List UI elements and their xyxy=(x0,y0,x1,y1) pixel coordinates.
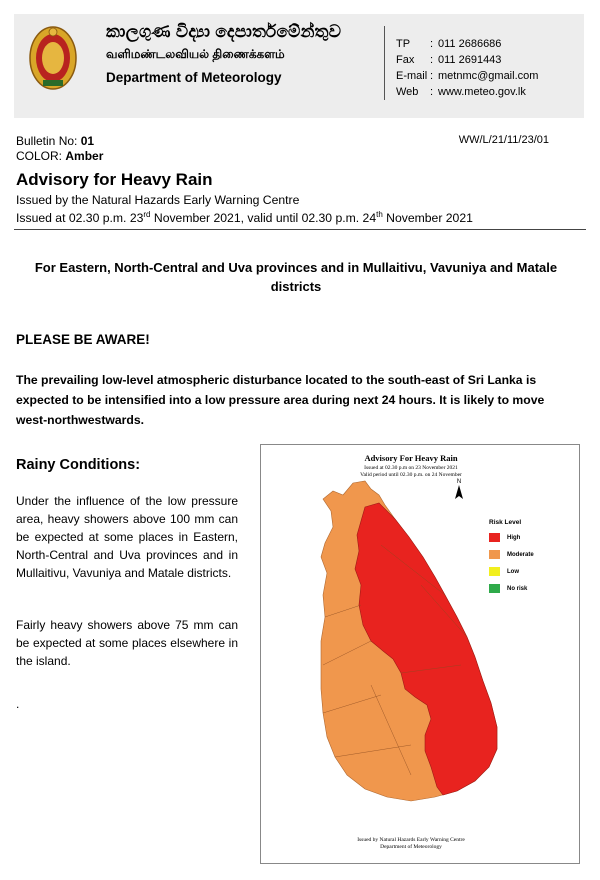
contact-email-link[interactable]: metnmc@gmail.com xyxy=(438,70,539,82)
map-issued: Issued at 02.30 p.m on 23 November 2021 xyxy=(364,465,458,471)
contact-row-tp: TP : 011 2686686 xyxy=(396,38,502,50)
org-name-english: Department of Meteorology xyxy=(106,70,282,85)
sri-lanka-map xyxy=(261,445,581,865)
issued-by: Issued by the Natural Hazards Early Warning Centre xyxy=(16,193,300,207)
contact-row-email: E-mail : metnmc@gmail.com xyxy=(396,70,539,82)
contact-row-web: Web : www.meteo.gov.lk xyxy=(396,86,526,98)
section-divider xyxy=(14,229,586,230)
contact-block xyxy=(396,36,538,100)
advisory-title: Advisory for Heavy Rain xyxy=(16,170,213,189)
legend-item-no-risk: No risk xyxy=(489,584,534,593)
org-name-tamil: வளிமண்டலவியல் திணைக்களம் xyxy=(106,47,285,61)
bulletin-meta: Bulletin No: 01 COLOR: Amber xyxy=(16,134,104,163)
organization-name xyxy=(106,22,341,85)
please-be-aware-heading: PLEASE BE AWARE! xyxy=(16,332,150,347)
stray-dot: . xyxy=(16,697,20,711)
rainy-paragraph-2: Fairly heavy showers above 75 mm can be expected at some places elsewhere in the island. xyxy=(16,618,238,668)
rainy-conditions-heading: Rainy Conditions: xyxy=(16,457,141,473)
map-footer-department: Department of Meteorology xyxy=(380,844,442,850)
legend-item-high: High xyxy=(489,533,534,542)
map-footer-issuer: Issued by Natural Hazards Early Warning Centre xyxy=(357,837,465,843)
rainy-paragraph-1: Under the influence of the low pressure area, heavy showers above 100 mm can be expected at some places in Eastern, North-Central and Uva provinces and in Mullaitivu, Vavuniya and Matale districts. xyxy=(16,494,238,580)
bulletin-number: 01 xyxy=(80,134,95,148)
bulletin-reference: WW/L/21/11/23/01 xyxy=(458,134,549,146)
sri-lanka-emblem-icon xyxy=(28,24,78,92)
header-divider xyxy=(384,26,385,100)
contact-fax: 011 2691443 xyxy=(438,54,502,66)
contact-web-link[interactable]: www.meteo.gov.lk xyxy=(438,86,526,98)
map-legend xyxy=(489,519,534,601)
bulletin-color: Amber xyxy=(65,149,104,163)
map-valid: Valid period until 02.30 p.m. on 24 November xyxy=(360,472,462,478)
legend-item-low: Low xyxy=(489,567,534,576)
contact-phone: 011 2686686 xyxy=(438,38,502,50)
advisory-map: Advisory For Heavy Rain Issued at 02.30 p.m on 23 November 2021 Valid period until 02.30 p.m. on 24 November N Risk Level High Moderate Low No risk Issued by Natural Hazards Early Warning Centre Department of Meteorology xyxy=(260,444,580,864)
legend-title: Risk Level xyxy=(489,519,522,526)
org-name-sinhala: කාලගුණ විද්‍යා දෙපාර්තමේන්තුව xyxy=(106,22,342,41)
map-title: Advisory For Heavy Rain xyxy=(364,453,458,463)
legend-item-moderate: Moderate xyxy=(489,550,534,559)
contact-row-fax: Fax : 011 2691443 xyxy=(396,54,502,66)
affected-regions: For Eastern, North-Central and Uva provinces and in Mullaitivu, Vavuniya and Matale districts xyxy=(34,260,558,294)
issued-validity: Issued at 02.30 p.m. 23rd November 2021, valid until 02.30 p.m. 24th November 2021 xyxy=(16,210,473,226)
situation-paragraph: The prevailing low-level atmospheric disturbance located to the south-east of Sri Lanka is expected to be intensified into a low pressure area during next 24 hours. It is likely to move west-northwestwards. xyxy=(16,373,545,427)
